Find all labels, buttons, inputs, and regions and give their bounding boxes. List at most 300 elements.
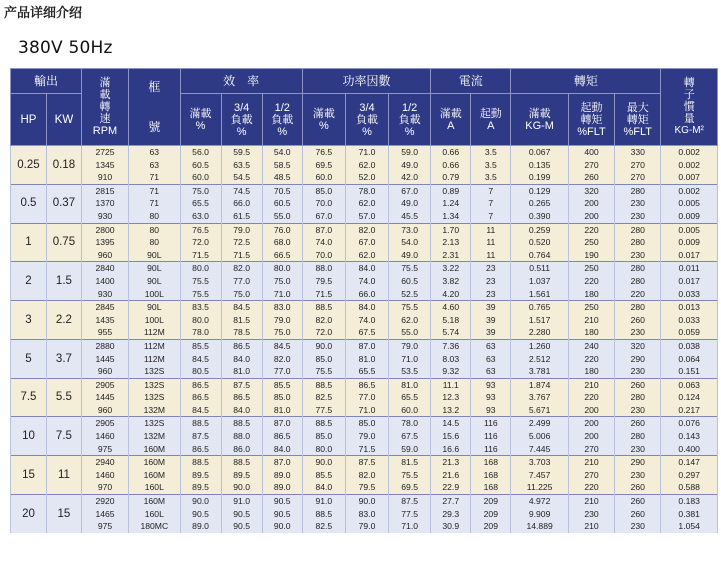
header-eff-full: 滿載 % [180, 94, 221, 146]
table-cell: 1465 [81, 508, 128, 521]
table-cell: 132M [129, 430, 180, 443]
table-cell: 190 [568, 249, 614, 262]
table-cell: 270 [568, 443, 614, 456]
table-cell: 62.0 [389, 314, 431, 327]
header-frame: 框 號 [129, 69, 180, 146]
table-cell: 71 [129, 197, 180, 210]
table-cell: 71.5 [180, 249, 221, 262]
table-row [11, 378, 718, 391]
table-cell: 84.5 [221, 301, 262, 314]
table-cell: 71.0 [389, 353, 431, 366]
table-cell: 1.517 [511, 314, 569, 327]
table-cell: 230 [615, 404, 661, 417]
table-cell: 0.147 [661, 456, 718, 469]
table-cell: 112M [129, 339, 180, 352]
table-cell: 77.5 [389, 508, 431, 521]
kw-cell: 2.2 [46, 301, 81, 340]
header-efficiency: 效 率 [180, 69, 302, 94]
table-cell: 87.0 [262, 456, 302, 469]
table-cell: 0.064 [661, 353, 718, 366]
table-row [11, 223, 718, 236]
table-cell: 4.972 [511, 495, 569, 508]
table-cell: 116 [471, 417, 511, 430]
table-cell: 81.5 [221, 314, 262, 327]
table-cell: 100L [129, 288, 180, 301]
table-cell: 168 [471, 456, 511, 469]
table-cell: 1345 [81, 159, 128, 172]
table-cell: 4.60 [431, 301, 471, 314]
header-eff-1-2: 1/2 負載 % [262, 94, 302, 146]
power-group [11, 417, 718, 456]
table-row [11, 456, 718, 469]
table-cell: 78.0 [389, 417, 431, 430]
table-cell: 74.0 [345, 314, 388, 327]
header-pf-3-4: 3/4 負載 % [345, 94, 388, 146]
table-cell: 7.457 [511, 469, 569, 482]
table-cell: 2845 [81, 301, 128, 314]
table-cell: 88.5 [302, 378, 345, 391]
table-cell: 74.5 [221, 184, 262, 197]
table-cell: 60.5 [180, 159, 221, 172]
table-cell: 112M [129, 353, 180, 366]
table-cell: 2940 [81, 456, 128, 469]
table-cell: 1370 [81, 197, 128, 210]
table-cell: 80.0 [180, 262, 221, 275]
table-cell: 71.5 [221, 249, 262, 262]
header-inertia: 轉 子 慣 量 KG-M² [661, 69, 718, 146]
power-group [11, 262, 718, 301]
table-cell: 2.499 [511, 417, 569, 430]
header-speed: 滿 載 轉 速 RPM [81, 69, 128, 146]
header-kw: KW [46, 94, 81, 146]
kw-cell: 0.75 [46, 223, 81, 262]
table-cell: 69.5 [302, 159, 345, 172]
table-cell: 2.31 [431, 249, 471, 262]
table-cell: 75.0 [262, 326, 302, 339]
table-cell: 39 [471, 326, 511, 339]
table-cell: 73.0 [389, 223, 431, 236]
table-cell: 330 [615, 146, 661, 159]
table-cell: 63 [471, 339, 511, 352]
table-cell: 65.5 [180, 197, 221, 210]
table-cell: 0.017 [661, 249, 718, 262]
table-cell: 260 [615, 314, 661, 327]
table-row [11, 301, 718, 314]
table-cell: 89.5 [180, 469, 221, 482]
table-cell: 84.0 [262, 443, 302, 456]
table-cell: 250 [568, 236, 614, 249]
table-cell: 22.9 [431, 481, 471, 494]
header-current-start: 起動 A [471, 94, 511, 146]
table-cell: 80 [129, 223, 180, 236]
table-cell: 85.0 [302, 430, 345, 443]
table-cell: 1460 [81, 430, 128, 443]
table-cell: 132S [129, 378, 180, 391]
table-cell: 100L [129, 314, 180, 327]
table-cell: 0.007 [661, 171, 718, 184]
table-cell: 77.5 [302, 404, 345, 417]
kw-cell: 11 [46, 456, 81, 495]
table-cell: 5.671 [511, 404, 569, 417]
table-cell: 280 [615, 275, 661, 288]
table-cell: 210 [568, 378, 614, 391]
hp-cell: 7.5 [11, 378, 47, 417]
table-cell: 78.0 [180, 326, 221, 339]
table-cell: 1445 [81, 391, 128, 404]
table-cell: 90L [129, 262, 180, 275]
table-cell: 74.0 [302, 236, 345, 249]
table-cell: 81.0 [345, 353, 388, 366]
table-cell: 90.0 [180, 495, 221, 508]
table-cell: 86.5 [262, 430, 302, 443]
table-cell: 7.36 [431, 339, 471, 352]
table-cell: 79.0 [221, 223, 262, 236]
table-cell: 250 [568, 301, 614, 314]
table-cell: 230 [615, 443, 661, 456]
table-cell: 86.0 [221, 443, 262, 456]
table-cell: 93 [471, 404, 511, 417]
table-row [11, 262, 718, 275]
table-cell: 82.0 [345, 469, 388, 482]
header-torque-max: 最大 轉矩 %FLT [615, 94, 661, 146]
table-cell: 75.0 [221, 288, 262, 301]
table-cell: 71.5 [302, 288, 345, 301]
table-cell: 2.280 [511, 326, 569, 339]
table-row [11, 339, 718, 352]
table-row [11, 210, 718, 223]
header-power-factor: 功率因數 [302, 69, 430, 94]
kw-cell: 15 [46, 495, 81, 533]
table-cell: 27.7 [431, 495, 471, 508]
table-cell: 21.6 [431, 469, 471, 482]
table-cell: 3.767 [511, 391, 569, 404]
table-cell: 90.0 [345, 495, 388, 508]
table-cell: 11 [471, 223, 511, 236]
hp-cell: 1 [11, 223, 47, 262]
table-cell: 200 [568, 430, 614, 443]
table-cell: 76.5 [302, 146, 345, 159]
table-cell: 270 [615, 171, 661, 184]
table-row [11, 495, 718, 508]
table-cell: 59.0 [389, 443, 431, 456]
table-cell: 84.0 [345, 262, 388, 275]
table-row [11, 184, 718, 197]
table-cell: 3.781 [511, 365, 569, 378]
table-cell: 7 [471, 210, 511, 223]
table-row [11, 288, 718, 301]
header-pf-full: 滿載 % [302, 94, 345, 146]
table-cell: 2905 [81, 417, 128, 430]
table-cell: 87.0 [302, 223, 345, 236]
table-row [11, 171, 718, 184]
table-cell: 270 [615, 159, 661, 172]
table-cell: 210 [568, 456, 614, 469]
table-cell: 3.703 [511, 456, 569, 469]
table-cell: 970 [81, 481, 128, 494]
table-cell: 960 [81, 365, 128, 378]
table-cell: 210 [568, 314, 614, 327]
table-cell: 79.5 [345, 481, 388, 494]
table-cell: 84.0 [221, 404, 262, 417]
table-cell: 230 [615, 365, 661, 378]
table-cell: 0.520 [511, 236, 569, 249]
table-cell: 90.0 [302, 456, 345, 469]
table-row [11, 146, 718, 159]
header-torque-full: 滿載 KG-M [511, 94, 569, 146]
table-cell: 23 [471, 262, 511, 275]
table-cell: 180 [568, 326, 614, 339]
table-cell: 60.5 [262, 197, 302, 210]
table-cell: 79.0 [345, 430, 388, 443]
table-cell: 160M [129, 456, 180, 469]
table-cell: 280 [615, 184, 661, 197]
table-cell: 1.34 [431, 210, 471, 223]
table-cell: 132S [129, 417, 180, 430]
table-cell: 220 [568, 391, 614, 404]
table-cell: 0.002 [661, 146, 718, 159]
table-cell: 320 [615, 339, 661, 352]
table-cell: 7.445 [511, 443, 569, 456]
table-cell: 55.0 [389, 326, 431, 339]
table-cell: 90.5 [180, 508, 221, 521]
table-cell: 270 [568, 159, 614, 172]
table-cell: 62.0 [345, 249, 388, 262]
table-cell: 230 [615, 469, 661, 482]
power-group [11, 146, 718, 185]
table-cell: 280 [615, 223, 661, 236]
table-header [11, 69, 718, 146]
table-cell: 71.5 [345, 443, 388, 456]
table-cell: 1.260 [511, 339, 569, 352]
table-cell: 0.765 [511, 301, 569, 314]
table-cell: 1395 [81, 236, 128, 249]
table-cell: 1445 [81, 353, 128, 366]
table-cell: 59.0 [389, 146, 431, 159]
table-cell: 63 [471, 353, 511, 366]
table-cell: 2725 [81, 146, 128, 159]
table-cell: 76.5 [180, 223, 221, 236]
table-row [11, 417, 718, 430]
table-cell: 89.0 [262, 481, 302, 494]
table-cell: 220 [568, 223, 614, 236]
table-cell: 0.011 [661, 262, 718, 275]
table-cell: 83.0 [262, 301, 302, 314]
table-cell: 72.0 [302, 326, 345, 339]
table-cell: 72.5 [221, 236, 262, 249]
table-cell: 65.5 [389, 391, 431, 404]
table-cell: 88.5 [180, 417, 221, 430]
table-cell: 270 [568, 469, 614, 482]
table-cell: 49.0 [389, 249, 431, 262]
table-cell: 0.038 [661, 339, 718, 352]
table-cell: 160L [129, 508, 180, 521]
table-cell: 71.0 [345, 146, 388, 159]
table-cell: 930 [81, 210, 128, 223]
table-cell: 16.6 [431, 443, 471, 456]
table-cell: 62.0 [345, 159, 388, 172]
table-cell: 11.1 [431, 378, 471, 391]
table-cell: 87.5 [345, 456, 388, 469]
table-cell: 69.5 [389, 481, 431, 494]
table-cell: 1.037 [511, 275, 569, 288]
table-cell: 960 [81, 404, 128, 417]
table-cell: 220 [615, 288, 661, 301]
header-pf-1-2: 1/2 負載 % [389, 94, 431, 146]
table-cell: 88.5 [221, 456, 262, 469]
table-cell: 290 [615, 456, 661, 469]
table-cell: 85.5 [302, 469, 345, 482]
table-cell: 91.0 [221, 495, 262, 508]
table-cell: 1435 [81, 314, 128, 327]
table-cell: 2800 [81, 223, 128, 236]
table-cell: 61.5 [221, 210, 262, 223]
table-cell: 86.5 [180, 378, 221, 391]
kw-cell: 7.5 [46, 417, 81, 456]
table-cell: 200 [568, 404, 614, 417]
table-cell: 3.22 [431, 262, 471, 275]
table-cell: 84.5 [180, 353, 221, 366]
table-cell: 53.5 [389, 365, 431, 378]
table-cell: 29.3 [431, 508, 471, 521]
table-cell: 62.0 [345, 197, 388, 210]
table-cell: 0.002 [661, 159, 718, 172]
table-cell: 230 [615, 520, 661, 533]
table-cell: 57.0 [345, 210, 388, 223]
header-eff-3-4: 3/4 負載 % [221, 94, 262, 146]
power-group [11, 495, 718, 533]
table-cell: 93 [471, 378, 511, 391]
table-cell: 82.5 [302, 520, 345, 533]
table-cell: 2.512 [511, 353, 569, 366]
header-output: 輸出 [11, 69, 82, 94]
table-cell: 0.588 [661, 481, 718, 494]
table-cell: 66.0 [221, 197, 262, 210]
table-cell: 3.5 [471, 146, 511, 159]
table-cell: 230 [615, 210, 661, 223]
table-cell: 84.5 [262, 339, 302, 352]
table-cell: 91.0 [302, 495, 345, 508]
table-cell: 160M [129, 469, 180, 482]
table-cell: 59.5 [221, 146, 262, 159]
table-cell: 49.0 [389, 159, 431, 172]
table-cell: 55.0 [262, 210, 302, 223]
table-cell: 0.129 [511, 184, 569, 197]
table-cell: 75.5 [180, 275, 221, 288]
table-cell: 75.0 [262, 275, 302, 288]
table-cell: 52.0 [345, 171, 388, 184]
table-cell: 280 [615, 236, 661, 249]
table-cell: 0.151 [661, 365, 718, 378]
table-cell: 87.0 [345, 339, 388, 352]
table-cell: 89.0 [262, 469, 302, 482]
table-cell: 260 [615, 508, 661, 521]
table-cell: 240 [568, 339, 614, 352]
table-cell: 88.0 [302, 262, 345, 275]
table-cell: 72.0 [180, 236, 221, 249]
table-cell: 3.82 [431, 275, 471, 288]
table-cell: 0.002 [661, 184, 718, 197]
table-cell: 230 [615, 249, 661, 262]
table-cell: 210 [568, 495, 614, 508]
table-cell: 81.0 [389, 378, 431, 391]
table-cell: 63 [129, 159, 180, 172]
table-cell: 200 [568, 197, 614, 210]
table-cell: 2815 [81, 184, 128, 197]
table-cell: 81.5 [389, 456, 431, 469]
header-hp: HP [11, 94, 47, 146]
table-cell: 200 [568, 210, 614, 223]
table-cell: 168 [471, 481, 511, 494]
table-cell: 49.0 [389, 197, 431, 210]
table-cell: 67.0 [345, 236, 388, 249]
table-cell: 0.297 [661, 469, 718, 482]
table-cell: 13.2 [431, 404, 471, 417]
table-cell: 160M [129, 443, 180, 456]
table-cell: 90.0 [262, 520, 302, 533]
table-cell: 180MC [129, 520, 180, 533]
table-cell: 230 [568, 508, 614, 521]
table-cell: 0.259 [511, 223, 569, 236]
table-cell: 54.5 [221, 171, 262, 184]
table-cell: 180 [568, 288, 614, 301]
table-cell: 78.0 [345, 184, 388, 197]
table-cell: 77.0 [262, 365, 302, 378]
table-cell: 48.5 [262, 171, 302, 184]
table-cell: 230 [615, 326, 661, 339]
table-row [11, 520, 718, 533]
table-cell: 63 [129, 146, 180, 159]
table-cell: 85.0 [302, 353, 345, 366]
table-cell: 23 [471, 275, 511, 288]
table-cell: 75.5 [302, 365, 345, 378]
table-cell: 39 [471, 301, 511, 314]
table-cell: 84.0 [221, 353, 262, 366]
table-cell: 30.9 [431, 520, 471, 533]
table-cell: 250 [568, 262, 614, 275]
table-cell: 2920 [81, 495, 128, 508]
table-cell: 77.0 [221, 275, 262, 288]
table-cell: 79.0 [345, 520, 388, 533]
table-cell: 0.005 [661, 223, 718, 236]
table-cell: 87.0 [262, 417, 302, 430]
table-cell: 132S [129, 391, 180, 404]
table-cell: 85.5 [262, 378, 302, 391]
hp-cell: 10 [11, 417, 47, 456]
table-cell: 5.006 [511, 430, 569, 443]
table-cell: 112M [129, 326, 180, 339]
motor-spec-table [10, 68, 718, 533]
table-cell: 90.5 [221, 508, 262, 521]
table-row [11, 159, 718, 172]
table-cell: 80.0 [302, 443, 345, 456]
table-row [11, 275, 718, 288]
table-cell: 260 [615, 481, 661, 494]
table-cell: 88.5 [221, 417, 262, 430]
table-cell: 83.5 [180, 301, 221, 314]
table-cell: 70.5 [262, 184, 302, 197]
table-cell: 80.5 [180, 365, 221, 378]
table-cell: 1460 [81, 469, 128, 482]
table-cell: 67.0 [302, 210, 345, 223]
table-cell: 0.009 [661, 210, 718, 223]
table-cell: 85.0 [302, 184, 345, 197]
table-cell: 60.0 [302, 171, 345, 184]
table-cell: 180 [568, 365, 614, 378]
table-cell: 82.0 [345, 223, 388, 236]
kw-cell: 0.18 [46, 146, 81, 185]
power-group [11, 184, 718, 223]
table-cell: 89.0 [180, 520, 221, 533]
